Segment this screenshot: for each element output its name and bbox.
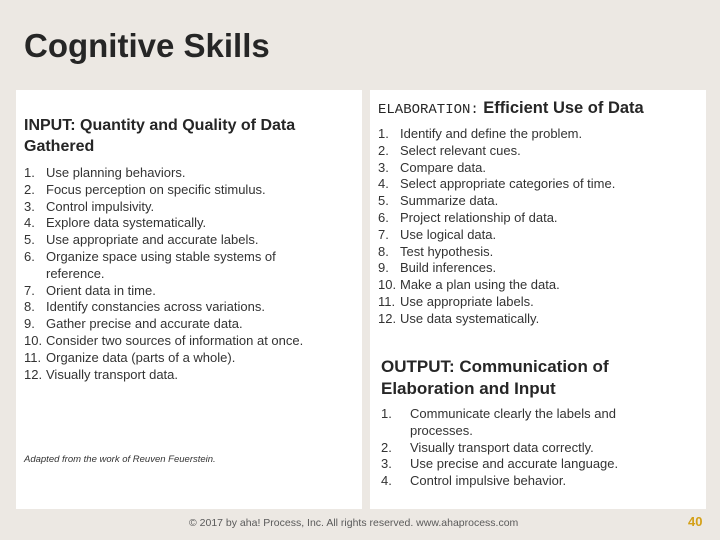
list-item: 5. Use appropriate and accurate labels. — [24, 232, 259, 248]
output-heading: OUTPUT: Communication of Elaboration and Input — [381, 357, 609, 398]
list-item: 10. Consider two sources of information at once. — [24, 332, 304, 348]
copyright-footer: © 2017 by aha! Process, Inc. All rights reserved. www.ahaprocess.com — [189, 517, 519, 529]
elaboration-heading-prefix: ELABORATION: — [378, 102, 479, 118]
list-item: 12. Use data systematically. — [378, 310, 540, 326]
list-item: 4. Control impulsive behavior. — [381, 473, 567, 489]
list-item: 11. Use appropriate labels. — [378, 293, 534, 309]
list-item: 11. Organize data (parts of a whole). — [24, 349, 236, 365]
list-item: 6. Project relationship of data. — [378, 209, 558, 225]
elaboration-heading — [378, 99, 708, 118]
elaboration-heading-title: Efficient Use of Data — [483, 99, 644, 117]
list-item: 1. Use planning behaviors. — [24, 165, 186, 180]
elaboration-list — [378, 126, 698, 328]
list-item: 1. Communicate clearly the labels and processes. — [381, 406, 616, 438]
list-item: 7. Use logical data. — [378, 226, 497, 242]
list-item: 9. Gather precise and accurate data. — [24, 316, 243, 332]
list-item: 10. Make a plan using the data. — [378, 277, 560, 293]
list-item: 3. Use precise and accurate language. — [381, 456, 619, 472]
list-item: 2. Focus perception on specific stimulus. — [24, 181, 266, 197]
list-item: 8. Identify constancies across variations. — [24, 299, 265, 315]
slide-title: Cognitive Skills — [24, 27, 270, 64]
input-heading: INPUT: Quantity and Quality of Data Gathered — [24, 117, 296, 155]
list-item: 3. Control impulsivity. — [24, 198, 155, 214]
list-item: 5. Summarize data. — [378, 193, 499, 209]
list-item: 9. Build inferences. — [378, 260, 497, 276]
list-item: 4. Select appropriate categories of time. — [378, 176, 616, 192]
attribution-credit: Adapted from the work of Reuven Feuerstein. — [24, 454, 216, 465]
list-item: 2. Select relevant cues. — [378, 142, 521, 158]
list-item: 4. Explore data systematically. — [24, 215, 207, 231]
page-number: 40 — [688, 514, 703, 529]
list-item: 6. Organize space using stable systems of reference. — [24, 248, 276, 281]
list-item: 3. Compare data. — [378, 159, 486, 175]
list-item: 12. Visually transport data. — [24, 366, 178, 382]
list-item: 2. Visually transport data correctly. — [381, 439, 594, 455]
list-item: 7. Orient data in time. — [24, 282, 156, 298]
list-item: 1. Identify and define the problem. — [378, 126, 583, 141]
output-list — [381, 406, 671, 490]
list-item: 8. Test hypothesis. — [378, 243, 494, 259]
input-list — [24, 165, 314, 383]
